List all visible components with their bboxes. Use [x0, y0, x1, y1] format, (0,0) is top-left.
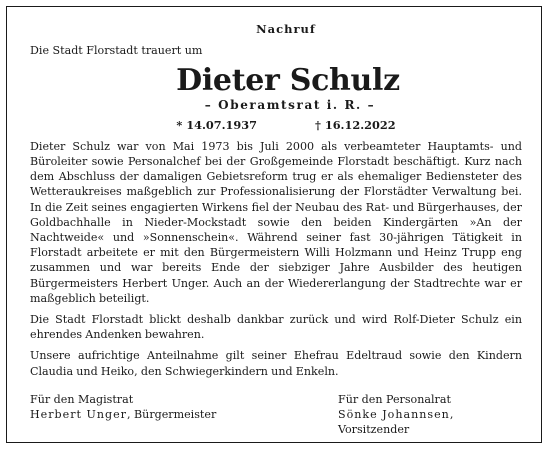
signature-line: [338, 407, 522, 437]
signature-personalrat: [338, 392, 522, 438]
signatory-role: , Bürgermeister: [126, 408, 217, 422]
life-dates: [30, 118, 522, 133]
death-date: † 16.12.2022: [315, 117, 396, 132]
obituary-heading: Nachruf: [256, 22, 316, 36]
signature-magistrat: [30, 392, 216, 438]
signature-line: [30, 407, 216, 422]
intro-line: Die Stadt Florstadt trauert um: [30, 44, 203, 58]
signature-label: Für den Magistrat: [30, 392, 134, 406]
remembrance-paragraph: Die Stadt Florstadt blickt deshalb dankbar zurück und wird Rolf-Dieter Schulz ein ehrendes Andenken bewahren.: [30, 313, 522, 342]
biography-paragraph: Dieter Schulz war von Mai 1973 bis Juli 2000 als verbeamteter Hauptamts- und Büroleiter sowie Personalchef bei der Großgemeinde Florstadt beschäftigt. Kurz nach dem Abschluss der damaligen Gebietsreform trug er als ehemaliger Bediensteter des Wetteraukreises maßgeblich zur Professionalisierung der Florstädter Verwaltung bei. In die Zeit seines engagierten Wirkens fiel der Neubau des Rat- und Bürgerhauses, der Goldbachhalle in Nieder-Mockstadt sowie den beiden Kindergärten »An der Nachtweide« und »Sonnenschein«. Während seiner fast 30-jährigen Tätigkeit in Florstadt arbeitete er mit den Bürgermeistern Willi Holzmann und Heinz Trupp eng zusammen und war bereits Ende der siebziger Jahre Ausbilder des heutigen Bürgermeisters Herbert Unger. Auch an der Wiedererlangung der Stadtrechte war er maßgeblich beteiligt.: [30, 139, 522, 305]
signatory-name: Sönke Johannsen: [338, 408, 450, 422]
birth-date: * 14.07.1937: [176, 117, 257, 132]
signature-block: [30, 392, 522, 438]
obituary-content: [30, 22, 522, 437]
signature-label: Für den Personalrat: [338, 392, 451, 406]
deceased-name: Dieter Schulz: [176, 63, 400, 99]
deceased-rank: – Oberamtsrat i. R. –: [204, 98, 376, 113]
condolence-paragraph: Unsere aufrichtige Anteilnahme gilt seiner Ehefrau Edeltraud sowie den Kindern Claudia und Heiko, den Schwiegerkindern und Enkeln.: [30, 349, 522, 378]
signatory-role: , Vorsitzender: [338, 408, 454, 437]
signatory-name: Herbert Unger: [30, 408, 127, 422]
